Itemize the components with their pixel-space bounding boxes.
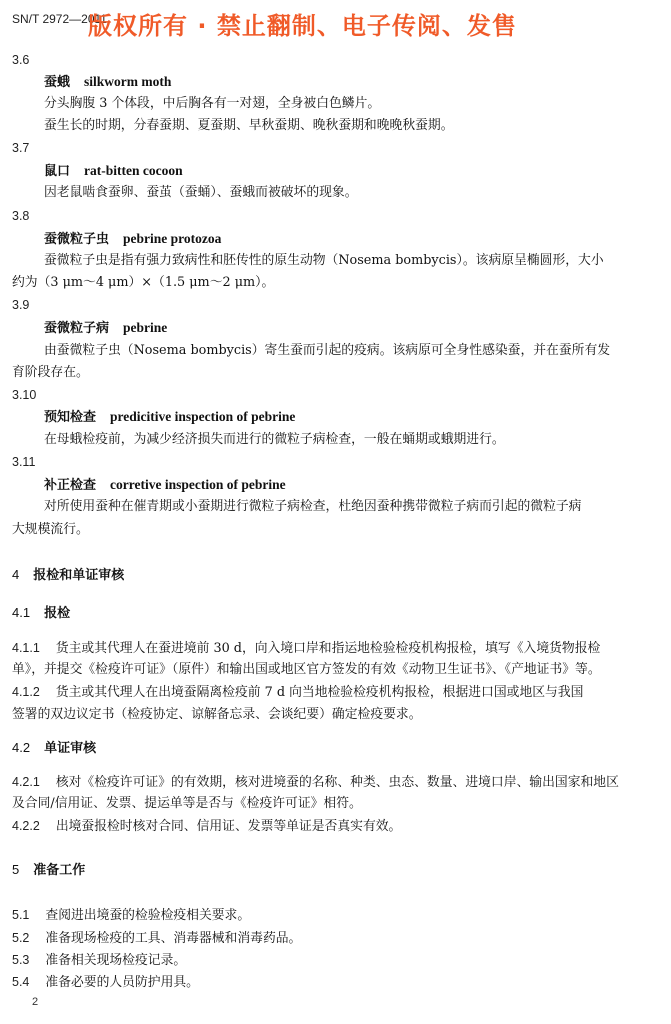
term-heading: [44, 231, 221, 247]
term-definition-line: 蚕微粒子虫是指有强力致病性和胚传性的原生动物（Nosema bombycis）。该病原呈椭圆形，大小: [44, 253, 604, 268]
term-definition-line: 在母蛾检疫前，为减少经济损失而进行的微粒子病检查，一般在蛹期或蛾期进行。: [44, 432, 505, 447]
page-number: 2: [32, 996, 39, 1008]
clause-text: 货主或其代理人在蚕进境前 30 d，向入境口岸和指运地检验检疫机构报检，填写《入境货物报检: [55, 641, 601, 656]
list-item: [12, 907, 250, 923]
clause-line: [12, 684, 583, 700]
term-en: predicitive inspection of pebrine: [110, 409, 296, 424]
term-definition-line: 因老鼠啮食蚕卵、蚕茧（蚕蛹）、蚕蛾而被破坏的现象。: [44, 185, 358, 200]
clause-line: 及合同/信用证、发票、提运单等是否与《检疫许可证》相符。: [12, 796, 362, 811]
item-text: 准备相关现场检疫记录。: [45, 953, 187, 968]
item-text: 准备现场检疫的工具、消毒器械和消毒药品。: [45, 931, 302, 946]
clause-number: 4.1.2: [12, 685, 40, 699]
term-number: 3.8: [12, 209, 30, 223]
item-number: 5.4: [12, 975, 30, 989]
section-title: 报检: [44, 606, 71, 621]
clause-number: 4.2.1: [12, 775, 40, 789]
term-en: corretive inspection of pebrine: [110, 477, 286, 492]
term-zh: 鼠口: [44, 164, 71, 179]
clause-number: 4.1.1: [12, 641, 40, 655]
list-item: [12, 974, 199, 990]
term-heading: [44, 409, 295, 425]
term-en: pebrine: [123, 320, 168, 335]
section-heading: [12, 862, 85, 878]
subsection-heading: [12, 605, 70, 621]
clause-text: 出境蚕报检时核对合同、信用证、发票等单证是否真实有效。: [55, 819, 402, 834]
standard-code: SN/T 2972—2011: [12, 12, 107, 26]
term-heading: [44, 163, 183, 179]
clause-number: 4.2.2: [12, 819, 40, 833]
term-definition-line: 育阶段存在。: [12, 365, 89, 380]
term-zh: 预知检查: [44, 410, 97, 425]
term-definition-line: 约为（3 μm～4 μm）×（1.5 μm～2 μm）。: [12, 275, 275, 290]
term-en: rat-bitten cocoon: [84, 163, 183, 178]
subsection-heading: [12, 740, 96, 756]
term-heading: [44, 320, 167, 336]
term-number: 3.9: [12, 298, 30, 312]
item-text: 准备必要的人员防护用具。: [45, 975, 199, 990]
term-heading: [44, 477, 286, 493]
term-zh: 蚕蛾: [44, 75, 71, 90]
item-number: 5.2: [12, 931, 30, 945]
term-number: 3.10: [12, 388, 37, 402]
term-definition-line: 由蚕微粒子虫（Nosema bombycis）寄生蚕而引起的疫病。该病原可全身性感染蚕，并在蚕所有发: [44, 343, 611, 358]
section-title: 报检和单证审核: [33, 568, 125, 583]
term-zh: 补正检查: [44, 478, 97, 493]
list-item: [12, 952, 186, 968]
term-number: 3.7: [12, 141, 30, 155]
term-en: silkworm moth: [84, 74, 172, 89]
section-title: 单证审核: [44, 741, 97, 756]
term-zh: 蚕微粒子虫: [44, 232, 110, 247]
term-number: 3.11: [12, 455, 36, 469]
clause-text: 核对《检疫许可证》的有效期，核对进境蚕的名称、种类、虫态、数量、进境口岸、输出国家和地区: [55, 775, 619, 790]
clause-line: 单》，并提交《检疫许可证》（原件）和输出国或地区官方签发的有效《动物卫生证书》、《产地证书》等。: [12, 662, 601, 677]
section-number: 4.2: [12, 740, 31, 755]
copyright-watermark: 版权所有 · 禁止翻制、电子传阅、发售: [88, 12, 517, 40]
term-number: 3.6: [12, 53, 30, 67]
list-item: [12, 930, 301, 946]
section-number: 5: [12, 862, 20, 877]
term-en: pebrine protozoa: [123, 231, 222, 246]
section-heading: [12, 567, 124, 583]
clause-text: 货主或其代理人在出境蚕隔离检疫前 7 d 向当地检验检疫机构报检，根据进口国或地区与我国: [55, 685, 584, 700]
section-title: 准备工作: [33, 863, 86, 878]
clause-line: [12, 640, 600, 656]
item-text: 查阅进出境蚕的检验检疫相关要求。: [45, 908, 251, 923]
term-definition-line: 大规模流行。: [12, 522, 89, 537]
term-zh: 蚕微粒子病: [44, 321, 110, 336]
term-definition-line: 对所使用蚕种在催青期或小蚕期进行微粒子病检查，杜绝因蚕种携带微粒子病而引起的微粒子病: [44, 499, 582, 514]
clause-line: 签署的双边议定书（检疫协定、谅解备忘录、会谈纪要）确定检疫要求。: [12, 707, 422, 722]
clause-line: [12, 818, 401, 834]
term-definition-line: 蚕生长的时期，分春蚕期、夏蚕期、早秋蚕期、晚秋蚕期和晚晚秋蚕期。: [44, 118, 454, 133]
term-heading: [44, 74, 171, 90]
section-number: 4.1: [12, 605, 31, 620]
item-number: 5.3: [12, 953, 30, 967]
clause-line: [12, 774, 619, 790]
section-number: 4: [12, 567, 20, 582]
item-number: 5.1: [12, 908, 30, 922]
term-definition-line: 分头胸腹 3 个体段，中后胸各有一对翅，全身被白色鳞片。: [44, 96, 381, 111]
